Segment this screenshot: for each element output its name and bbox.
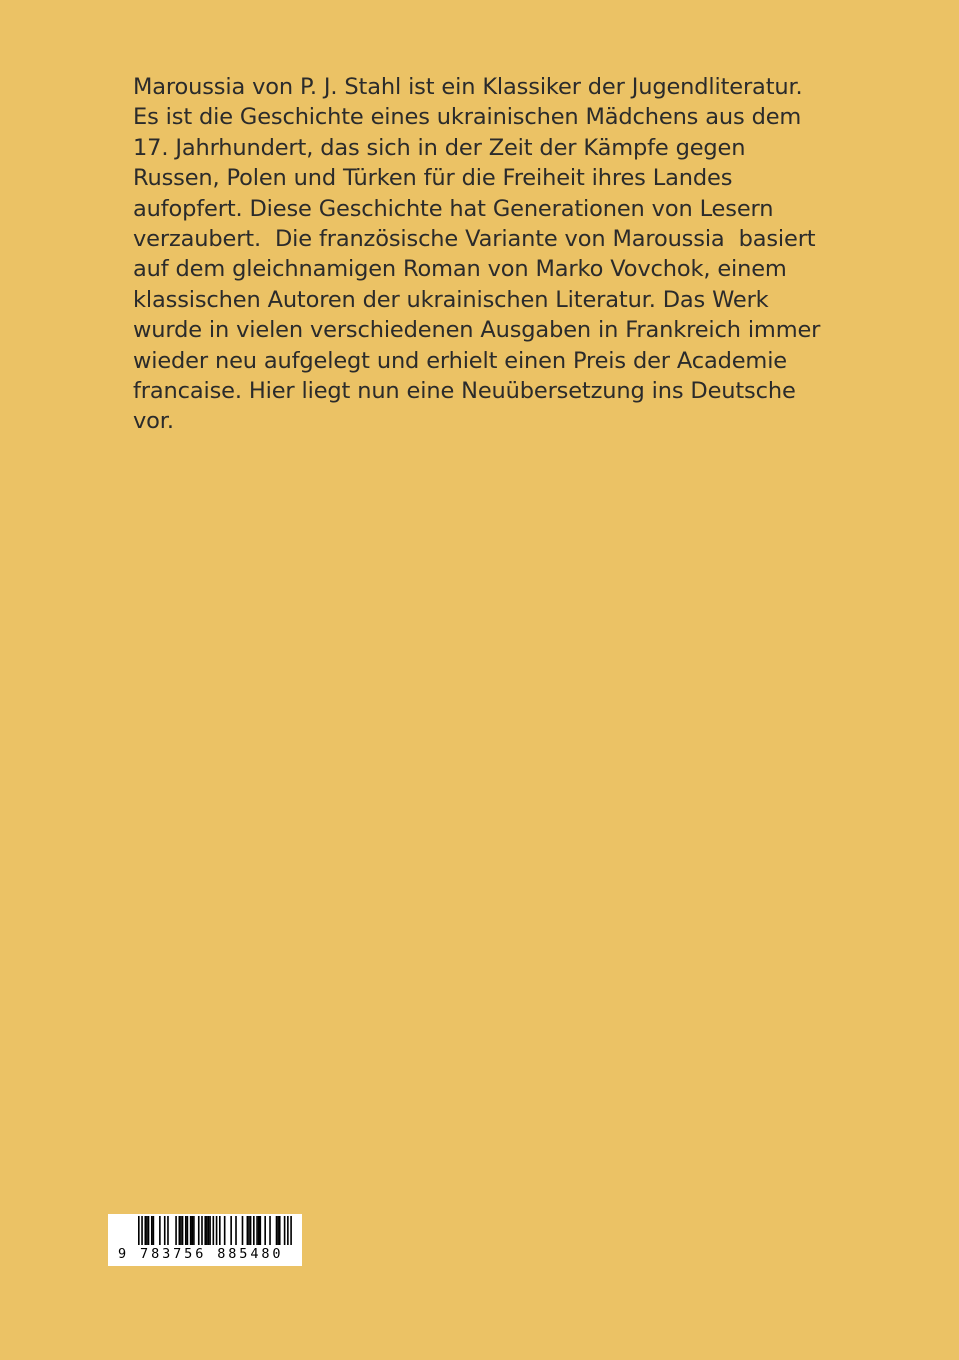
- barcode-bar: [230, 1216, 232, 1245]
- barcode-bar: [190, 1216, 192, 1245]
- barcode-bar: [138, 1216, 140, 1245]
- description-line: klassischen Autoren der ukrainischen Literatur. Das Werk: [133, 286, 769, 313]
- barcode-bar: [264, 1216, 266, 1245]
- barcode-bar: [209, 1216, 211, 1245]
- barcode-bar: [141, 1216, 143, 1245]
- barcode-bar: [182, 1216, 184, 1245]
- barcode-bar: [201, 1216, 203, 1245]
- isbn-barcode: [108, 1214, 302, 1266]
- barcode-bar: [277, 1216, 279, 1245]
- barcode-bar: [180, 1216, 182, 1245]
- barcode-bar: [248, 1216, 250, 1245]
- barcode-bar: [279, 1216, 281, 1245]
- barcode-bar: [269, 1216, 271, 1245]
- barcode-bar: [206, 1216, 208, 1245]
- barcode-digits: 9 783756 885480: [118, 1246, 284, 1262]
- description-line: aufopfert. Diese Geschichte hat Generationen von Lesern: [133, 195, 774, 222]
- description-line: verzaubert. Die französische Variante von Maroussia basiert: [133, 226, 816, 253]
- barcode-bar: [290, 1216, 292, 1245]
- barcode-bar: [235, 1216, 237, 1245]
- barcode-bar: [191, 1216, 193, 1245]
- description-line: Russen, Polen und Türken für die Freiheit ihres Landes: [133, 165, 733, 192]
- description-line: auf dem gleichnamigen Roman von Marko Vovchok, einem: [133, 256, 787, 283]
- barcode-bar: [167, 1216, 169, 1245]
- barcode-bar: [224, 1216, 226, 1245]
- barcode-bar: [208, 1216, 210, 1245]
- description-line: vor.: [133, 408, 174, 435]
- barcode-bar: [164, 1216, 166, 1245]
- barcode-bar: [253, 1216, 255, 1245]
- barcode-bar: [256, 1216, 258, 1245]
- barcode-bar: [198, 1216, 200, 1245]
- barcode-bar: [242, 1216, 244, 1245]
- barcode-bar: [287, 1216, 289, 1245]
- barcode-bar: [175, 1216, 177, 1245]
- barcode-bar: [284, 1216, 286, 1245]
- barcode-bar: [258, 1216, 260, 1245]
- description-line: 17. Jahrhundert, das sich in der Zeit der Kämpfe gegen: [133, 134, 746, 161]
- barcode-bar: [247, 1216, 249, 1245]
- barcode-bar: [193, 1216, 195, 1245]
- barcode-bar: [146, 1216, 148, 1245]
- barcode-bar: [250, 1216, 252, 1245]
- barcode-bar: [153, 1216, 155, 1245]
- back-cover-description: [133, 72, 833, 437]
- barcode-bar: [151, 1216, 153, 1245]
- barcode-bar: [204, 1216, 206, 1245]
- barcode-bar: [179, 1216, 181, 1245]
- description-line: Maroussia von P. J. Stahl ist ein Klassiker der Jugendliteratur.: [133, 74, 803, 100]
- barcode-bar: [216, 1216, 218, 1245]
- description-line: Es ist die Geschichte eines ukrainischen Mädchens aus dem: [133, 104, 802, 131]
- barcode-bar: [260, 1216, 262, 1245]
- barcode-bar: [213, 1216, 215, 1245]
- barcode-bar: [144, 1216, 146, 1245]
- barcode-bar: [187, 1216, 189, 1245]
- description-line: wurde in vielen verschiedenen Ausgaben in Frankreich immer: [133, 317, 821, 344]
- description-line: francaise. Hier liegt nun eine Neuübersetzung ins Deutsche: [133, 378, 796, 405]
- barcode-bar: [185, 1216, 187, 1245]
- barcode-bar: [219, 1216, 221, 1245]
- barcode-bar: [276, 1216, 278, 1245]
- description-line: wieder neu aufgelegt und erhielt einen Preis der Academie: [133, 347, 787, 374]
- barcode-bar: [159, 1216, 161, 1245]
- barcode-bar: [148, 1216, 150, 1245]
